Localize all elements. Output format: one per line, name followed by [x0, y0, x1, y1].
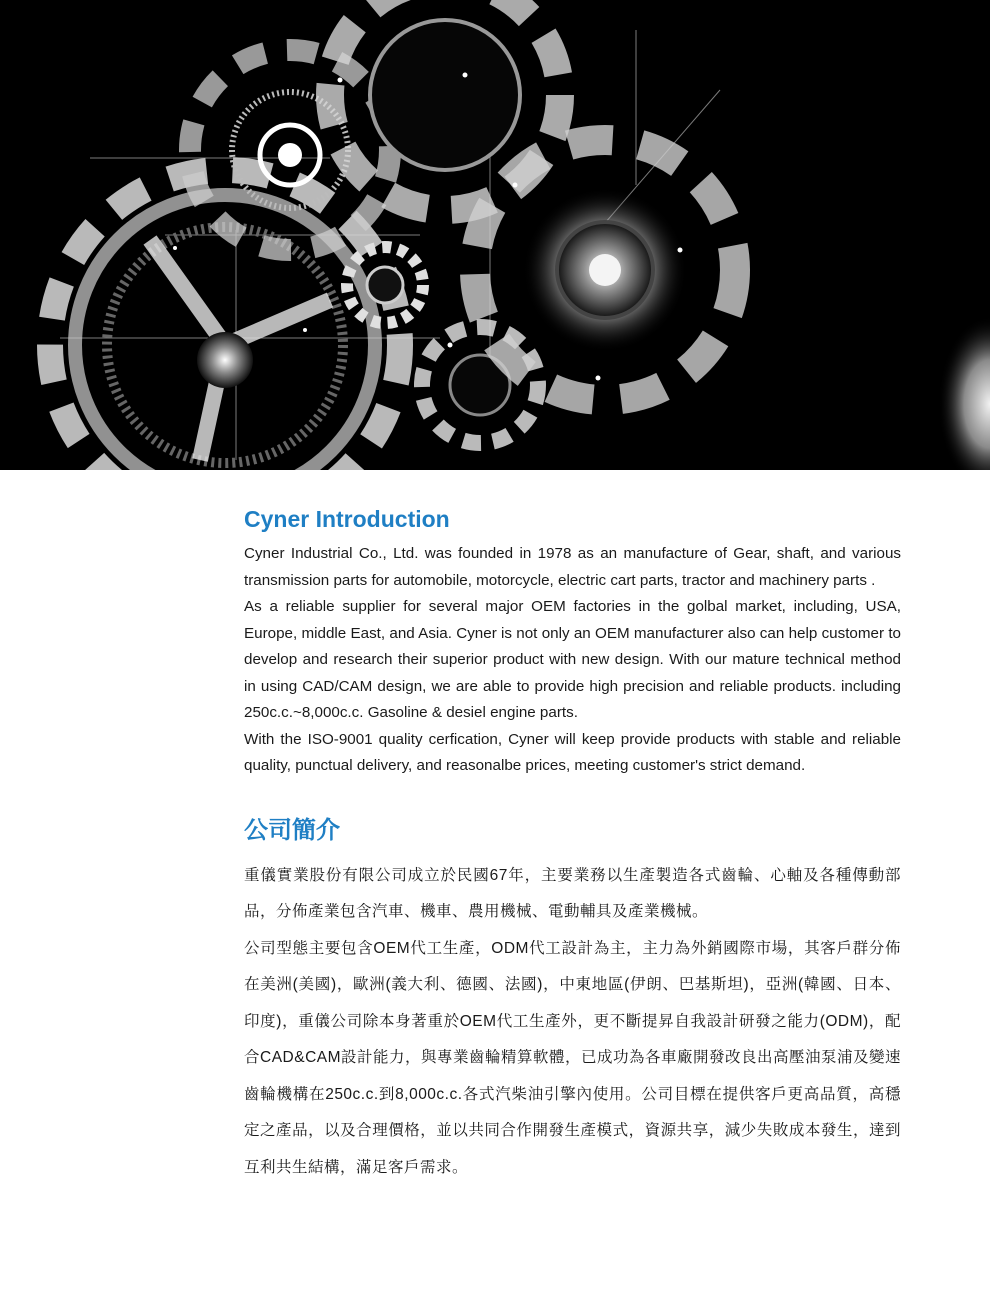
english-paragraph-2: As a reliable supplier for several major OEM factories in the golbal market, including, USA, Europe, middle East, and Asia. Cyner is not only an OEM manufacturer also can help customer to develop and research their superior product with new design. With our mature technical method in using CAD/CAM design, we are able to provide high precision and reliable products. including 250c.c.~8,000c.c. Gasoline & desiel engine parts.	[244, 598, 901, 721]
article-content	[244, 505, 901, 1186]
chinese-paragraph-2: 公司型態主要包含OEM代工生產，ODM代工設計為主，主力為外銷國際市場，其客戶群分佈在美洲(美國)，歐洲(義大利、德國、法國)，中東地區(伊朗、巴基斯坦)，亞洲(韓國、日本、印度)，重儀公司除本身著重於OEM代工生產外，更不斷提昇自我設計研發之能力(ODM)，配合CAD&CAM設計能力，與專業齒輪精算軟體，已成功為各車廠開發改良出高壓油泵浦及變速齒輪機構在250c.c.到8,000c.c.各式汽柴油引擎內使用。公司目標在提供客戶更高品質，高穩定之產品，以及合理價格，並以共同合作開發生產模式，資源共享，減少失敗成本發生，達到互利共生結構，滿足客戶需求。	[244, 939, 902, 1176]
chinese-section-title: 公司簡介	[244, 816, 340, 844]
english-paragraph-1: Cyner Industrial Co., Ltd. was founded in 1978 as an manufacture of Gear, shaft, and various transmission parts for automobile, motorcycle, electric cart parts, tractor and machinery parts .	[244, 545, 901, 589]
english-section-title: Cyner Introduction	[244, 506, 450, 532]
chinese-paragraph-1: 重儀實業股份有限公司成立於民國67年，主要業務以生產製造各式齒輪、心軸及各種傳動部品，分佈產業包含汽車、機車、農用機械、電動輔具及產業機械。	[244, 866, 901, 920]
hero-banner	[0, 0, 990, 470]
english-paragraph-3: With the ISO-9001 quality cerfication, Cyner will keep provide products with stable and reliable quality, punctual delivery, and reasonalbe prices, meeting customer's strict demand.	[244, 730, 901, 774]
gear-illustration	[0, 0, 990, 470]
